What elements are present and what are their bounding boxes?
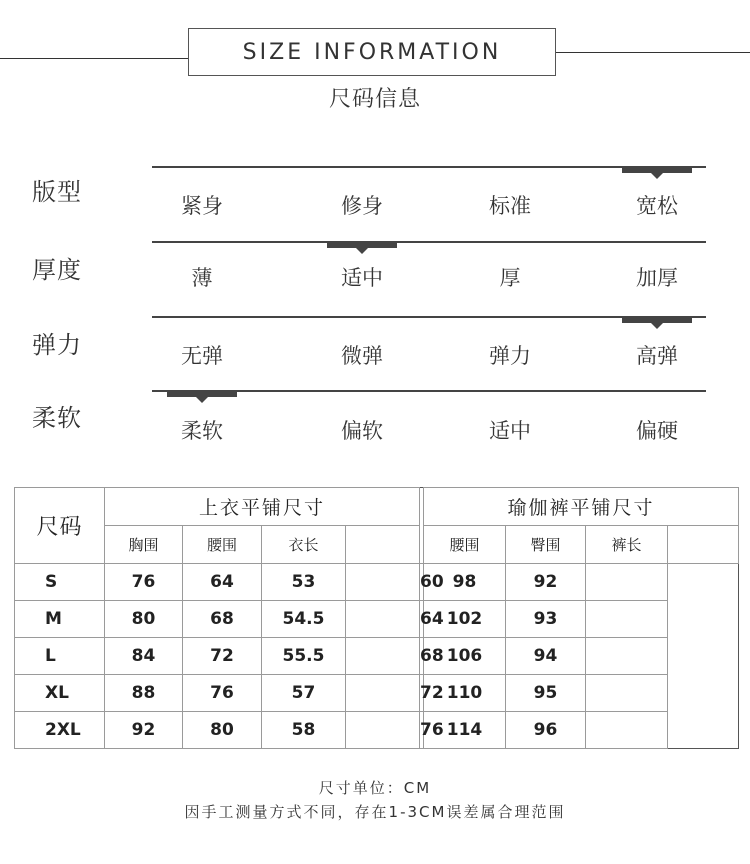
bottom-col-hip: 臀围 — [506, 526, 586, 564]
attribute-option: 宽松 — [636, 194, 678, 218]
empty-cell — [346, 601, 420, 638]
empty-cell — [586, 601, 668, 638]
top-value-cell: 58 — [262, 712, 346, 749]
attribute-label: 柔软 — [32, 404, 82, 432]
top-col-chest: 胸围 — [105, 526, 183, 564]
empty-cell — [586, 675, 668, 712]
bottom-value-cell: 94 — [506, 638, 586, 675]
table-row — [15, 638, 739, 675]
top-group-header: 上衣平铺尺寸 — [105, 488, 420, 526]
top-value-cell: 84 — [105, 638, 183, 675]
top-value-cell: 53 — [262, 564, 346, 601]
attribute-option: 适中 — [489, 419, 531, 443]
attribute-option: 加厚 — [636, 266, 678, 290]
top-col-empty — [346, 526, 420, 564]
page-subtitle: 尺码信息 — [328, 87, 421, 112]
top-value-cell: 80 — [105, 601, 183, 638]
top-col-length: 衣长 — [262, 526, 346, 564]
page-title — [188, 28, 556, 76]
bottom-col-length: 裤长 — [586, 526, 668, 564]
selected-marker-icon — [622, 317, 692, 323]
bottom-value-cell: 95 — [506, 675, 586, 712]
bottom-value-cell: 64 — [420, 601, 424, 638]
selected-marker-icon — [622, 167, 692, 173]
attribute-option: 偏硬 — [636, 419, 678, 443]
size-cell: S — [15, 564, 105, 601]
size-cell: 2XL — [15, 712, 105, 749]
bottom-value-cell: 106 — [424, 638, 506, 675]
attribute-option: 无弹 — [181, 344, 223, 368]
top-value-cell: 76 — [105, 564, 183, 601]
attribute-option: 薄 — [191, 266, 213, 290]
empty-cell — [346, 675, 420, 712]
bottom-value-cell: 102 — [424, 601, 506, 638]
attribute-label: 版型 — [32, 178, 82, 206]
attribute-label: 弹力 — [32, 331, 82, 359]
attribute-scale-line — [152, 241, 706, 243]
size-column-header: 尺码 — [15, 488, 105, 564]
top-value-cell: 88 — [105, 675, 183, 712]
table-row — [15, 712, 739, 749]
size-table — [14, 487, 739, 749]
top-value-cell: 54.5 — [262, 601, 346, 638]
empty-cell — [346, 564, 420, 601]
unit-note: 尺寸单位：CM — [318, 779, 432, 797]
attribute-option: 偏软 — [341, 419, 383, 443]
bottom-value-cell: 92 — [506, 564, 586, 601]
bottom-value-cell: 93 — [506, 601, 586, 638]
empty-cell — [346, 712, 420, 749]
bottom-value-cell: 76 — [420, 712, 424, 749]
bottom-col-empty — [668, 526, 739, 564]
table-row — [15, 675, 739, 712]
size-cell: M — [15, 601, 105, 638]
bottom-value-cell: 72 — [420, 675, 424, 712]
bottom-value-cell: 60 — [420, 564, 424, 601]
attribute-option: 修身 — [341, 194, 383, 218]
top-value-cell: 80 — [183, 712, 262, 749]
empty-cell — [586, 638, 668, 675]
attribute-option: 紧身 — [181, 194, 223, 218]
error-note: 因手工测量方式不同，存在1-3CM误差属合理范围 — [184, 803, 566, 821]
top-value-cell: 72 — [183, 638, 262, 675]
empty-cell — [586, 564, 668, 601]
attribute-option: 标准 — [489, 194, 531, 218]
top-col-waist: 腰围 — [183, 526, 262, 564]
empty-cell — [586, 712, 668, 749]
top-value-cell: 55.5 — [262, 638, 346, 675]
page-title-text: SIZE INFORMATION — [242, 39, 502, 65]
attribute-option: 弹力 — [489, 344, 531, 368]
bottom-value-cell: 96 — [506, 712, 586, 749]
bottom-value-cell: 98 — [424, 564, 506, 601]
bottom-value-cell: 68 — [420, 638, 424, 675]
attribute-option: 微弹 — [341, 344, 383, 368]
top-value-cell: 92 — [105, 712, 183, 749]
top-value-cell: 68 — [183, 601, 262, 638]
attribute-option: 适中 — [341, 266, 383, 290]
table-row — [15, 601, 739, 638]
header-line-left — [0, 58, 188, 59]
bottom-value-cell: 110 — [424, 675, 506, 712]
size-cell: L — [15, 638, 105, 675]
size-cell: XL — [15, 675, 105, 712]
table-group-row — [15, 488, 739, 526]
empty-cell — [346, 638, 420, 675]
header-line-right — [556, 52, 750, 53]
table-row — [15, 564, 739, 601]
attribute-option: 柔软 — [181, 419, 223, 443]
selected-marker-icon — [167, 391, 237, 397]
top-value-cell: 64 — [183, 564, 262, 601]
bottom-col-waist: 腰围 — [424, 526, 506, 564]
table-subheader-row — [15, 526, 739, 564]
attribute-option: 厚 — [499, 266, 521, 290]
top-value-cell: 57 — [262, 675, 346, 712]
bottom-value-cell: 114 — [424, 712, 506, 749]
bottom-group-header: 瑜伽裤平铺尺寸 — [424, 488, 739, 526]
attribute-option: 高弹 — [636, 344, 678, 368]
top-value-cell: 76 — [183, 675, 262, 712]
attribute-label: 厚度 — [32, 256, 82, 284]
selected-marker-icon — [327, 242, 397, 248]
